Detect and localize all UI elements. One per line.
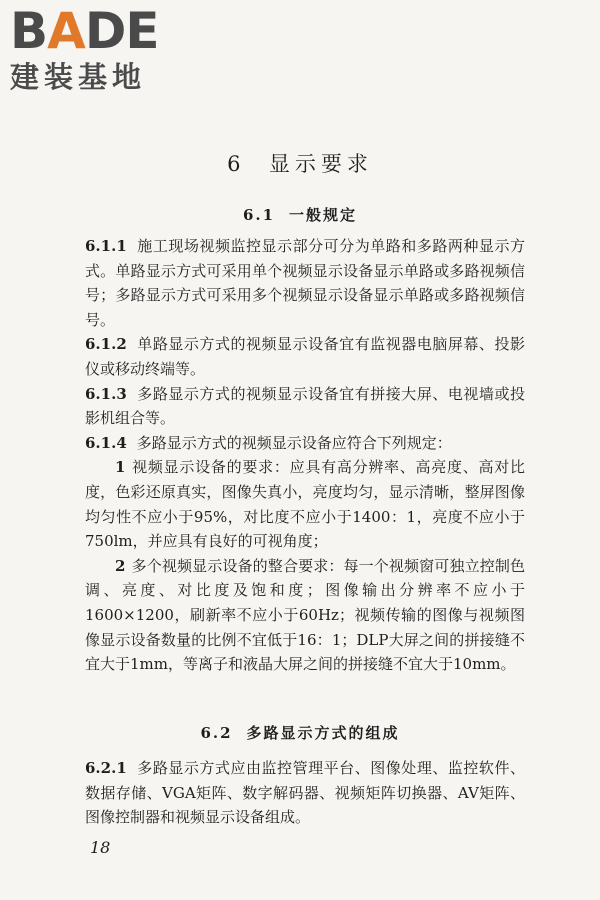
clause-6-1-2 xyxy=(85,332,525,381)
item-text: 多个视频显示设备的整合要求：每一个视频窗可独立控制色调、亮度、对比度及饱和度；图像输出分辨率不应小于1600×1200，刷新率不应小于60Hz；视频传输的图像与视频图像显示设备数量的比例不宜低于16：1；DLP大屏之间的拼接缝不宜大于1mm，等离子和液晶大屏之间的拼接缝不宜大于10mm。 xyxy=(85,556,525,674)
clause-number: 6.1.4 xyxy=(85,433,127,452)
section-heading: 多路显示方式的组成 xyxy=(246,724,400,742)
clause-number: 6.1.1 xyxy=(85,237,127,255)
item-number: 2 xyxy=(115,556,126,575)
item-number: 1 xyxy=(115,458,126,477)
section-number: 6.1 xyxy=(242,206,276,224)
clause-6-2-1 xyxy=(85,756,525,830)
section-title-6-1 xyxy=(0,204,600,225)
clause-number: 6.1.3 xyxy=(85,384,127,403)
logo-subtitle: 建装基地 xyxy=(10,60,147,94)
section-heading: 一般规定 xyxy=(289,206,358,224)
section-6-2-body xyxy=(85,756,525,830)
section-6-1-body xyxy=(85,234,525,677)
section-title-6-2 xyxy=(0,722,600,743)
chapter-heading: 显示要求 xyxy=(268,152,373,176)
clause-text: 施工现场视频监控显示部分可分为单路和多路两种显示方式。单路显示方式可采用单个视频显示设备显示单路或多路视频信号；多路显示方式可采用多个视频显示设备显示单路或多路视频信号。 xyxy=(85,237,525,329)
clause-text: 多路显示方式的视频显示设备宜有拼接大屏、电视墙或投影机组合等。 xyxy=(85,384,525,428)
clause-text: 单路显示方式的视频显示设备宜有监视器电脑屏幕、投影仪或移动终端等。 xyxy=(85,335,525,378)
chapter-title xyxy=(0,148,600,178)
clause-text: 多路显示方式的视频显示设备应符合下列规定： xyxy=(136,433,452,452)
clause-number: 6.1.2 xyxy=(85,335,127,354)
bade-logo xyxy=(10,4,175,94)
list-item xyxy=(85,455,525,553)
clause-text: 多路显示方式应由监控管理平台、图像处理、监控软件、数据存储、VGA矩阵、数字解码器、视频矩阵切换器、AV矩阵、图像控制器和视频显示设备组成。 xyxy=(85,759,525,827)
page-number: 18 xyxy=(90,838,111,857)
item-text: 视频显示设备的要求：应具有高分辨率、高亮度、高对比度，色彩还原真实，图像失真小，亮度均匀，显示清晰，整屏图像均匀性不应小于95%，对比度不应小于1400：1，亮度不应小于750lm，并应具有良好的可视角度； xyxy=(85,458,525,551)
chapter-number: 6 xyxy=(227,152,246,176)
clause-6-1-4 xyxy=(85,431,525,456)
logo-wordmark: BADE xyxy=(10,2,159,60)
clause-6-1-3 xyxy=(85,382,525,431)
list-item xyxy=(85,554,525,677)
section-number: 6.2 xyxy=(200,724,233,742)
clause-number: 6.2.1 xyxy=(85,759,127,777)
clause-6-1-1 xyxy=(85,234,525,332)
